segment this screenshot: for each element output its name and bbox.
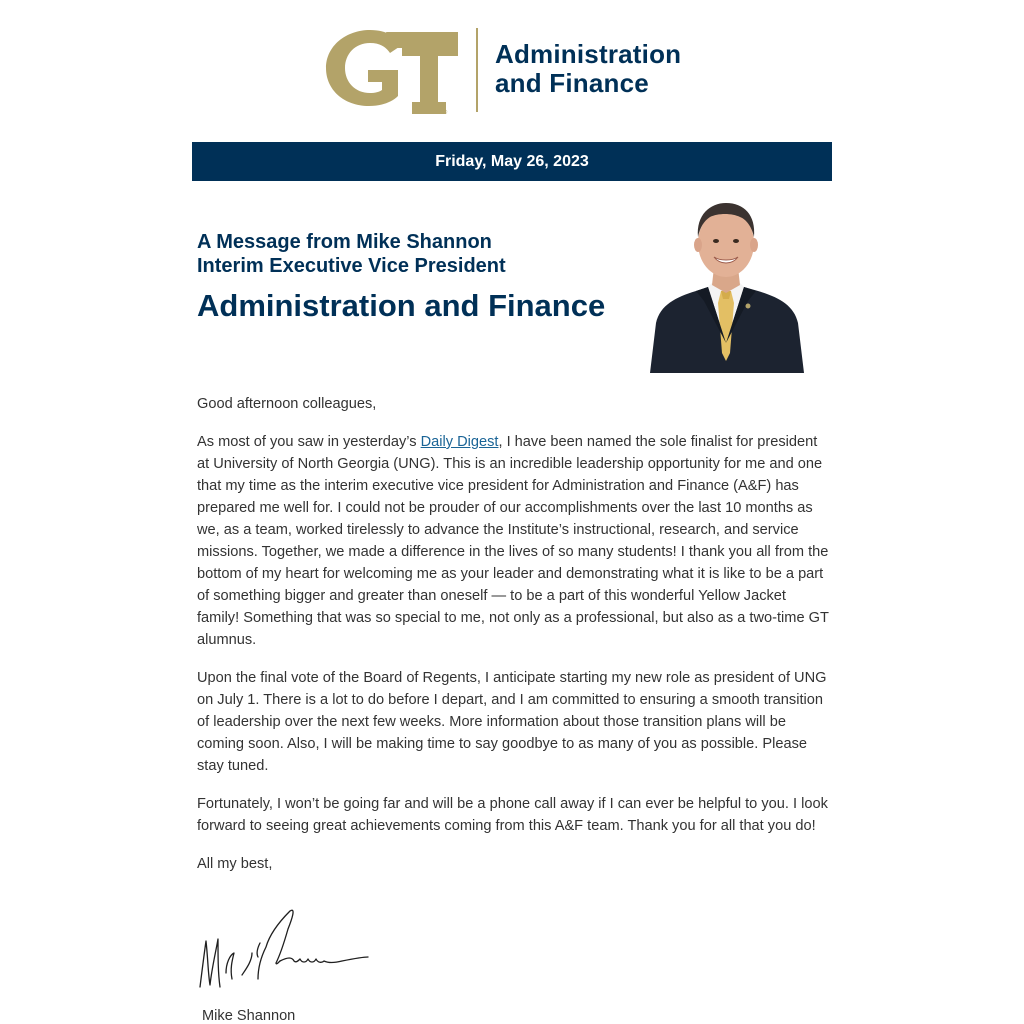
intro-heading	[197, 230, 617, 326]
logo-divider	[476, 28, 478, 112]
paragraph-2: Upon the final vote of the Board of Regents, I anticipate starting my new role as president of UNG on July 1. There is a lot to do before I depart, and I am committed to ensuring a smooth transition of leadership over the next few weeks. More information about those transition plans will be coming soon. Also, I will be making time to say goodbye to as many of you as possible. Please stay tuned.	[197, 670, 827, 774]
paragraph-1	[197, 431, 829, 651]
intro-line-1: A Message from Mike Shannon	[197, 231, 492, 253]
paragraph-1-rest: , I have been named the sole finalist for president at University of North Georgia (UNG). This is an incredible leadership opportunity for me and one that my time as the interim executive vice president for Administration and Finance (A&F) has prepared me well for. I could not be prouder of our accomplishments over the last 10 months as we, as a team, worked tirelessly to advance the Institute’s instructional, research, and service missions. Together, we made a difference in the lives of so many students! I thank you all from the bottom of my heart for welcoming me as your leader and demonstrating what it is like to be a part of something bigger and greater than oneself — to be a part of this wonderful Yellow Jacket family! Something that was so special to me, not only as a professional, but also as a two-time GT alumnus.	[197, 434, 829, 648]
gt-logo-icon	[322, 26, 462, 116]
greeting: Good afternoon colleagues,	[197, 396, 377, 412]
paragraph-3: Fortunately, I won’t be going far and will be a phone call away if I can ever be helpful to you. I look forward to seeing great achievements coming from this A&F team. Thank you for all that you do!	[197, 796, 828, 834]
signature-name: Mike Shannon	[202, 1008, 296, 1024]
svg-text:®: ®	[442, 109, 448, 116]
signature-icon	[196, 903, 372, 993]
header-logo	[322, 26, 682, 116]
portrait-photo	[646, 193, 806, 373]
message-body	[197, 393, 829, 891]
closing: All my best,	[197, 856, 273, 872]
unit-name	[495, 40, 681, 98]
unit-name-line2: and Finance	[495, 68, 649, 98]
date-text: Friday, May 26, 2023	[435, 153, 589, 170]
unit-name-line1: Administration	[495, 39, 682, 69]
portrait-image	[646, 193, 806, 373]
intro-line-2: Interim Executive Vice President	[197, 255, 506, 277]
intro-title: Administration and Finance	[197, 288, 606, 323]
date-bar	[192, 142, 832, 181]
paragraph-1-start: As most of you saw in yesterday’s	[197, 434, 421, 450]
daily-digest-link[interactable]: Daily Digest	[420, 434, 499, 450]
